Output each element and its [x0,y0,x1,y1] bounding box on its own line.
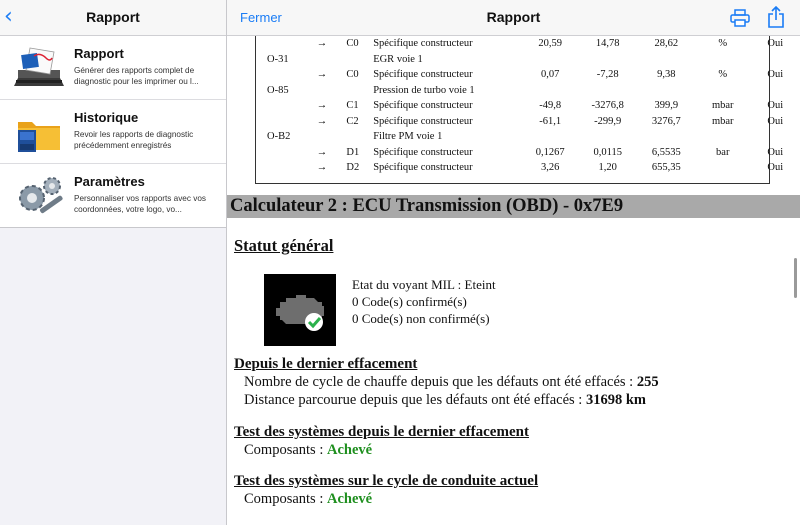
pid-cell-id [267,67,307,83]
table-row [267,114,800,130]
pid-cell-arrow [307,83,347,99]
table-row [267,83,800,99]
pid-cell-arrow: → [316,100,328,112]
pid-cell-ok: Oui [767,162,784,174]
pid-cell-ok: Oui [767,38,784,50]
scrollbar[interactable] [794,258,797,298]
pid-cell-arrow [307,52,347,68]
engine-check-icon [264,274,336,346]
pid-cell-desc: Pression de turbo voie 1 [373,84,475,96]
sidebar-header [0,0,226,36]
pid-cell-max: 9,38 [657,69,676,81]
pid-cell-ok [750,83,800,99]
pid-cell-src: D2 [346,162,360,174]
sidebar-item-desc: Revoir les rapports de diagnostic précédemment enregistrés [74,130,194,150]
pid-cell-id: O-85 [267,84,289,96]
pid-cell-max: 6,5535 [651,146,681,158]
tests-since-title: Test des systèmes depuis le dernier effacement [234,424,529,440]
table-row [267,67,800,83]
pid-cell-unit: % [718,69,728,81]
pid-cell-unit: % [718,38,728,50]
pid-cell-min: 0,0115 [593,146,622,158]
pid-cell-id [267,36,307,52]
report-pane [227,0,800,525]
pid-cell-src: C0 [346,69,359,81]
distance-line [244,392,646,409]
pid-cell-arrow: → [316,115,328,127]
pid-cell-desc: Spécifique constructeur [373,115,473,127]
mil-status [352,276,496,327]
pid-cell-unit [695,129,750,145]
pid-cell-min: -7,28 [596,69,619,81]
share-icon[interactable] [767,6,785,28]
sidebar [0,0,227,525]
pid-cell-val: 20,59 [538,38,562,50]
pid-cell-ok: Oui [767,146,784,158]
table-row [267,145,800,161]
pid-cell-val: -61,1 [539,115,562,127]
pid-cell-desc: Filtre PM voie 1 [373,131,443,143]
pid-cell-ok [750,52,800,68]
pid-cell-max: 655,35 [651,162,681,174]
mil-line: 0 Code(s) confirmé(s) [352,294,467,309]
sidebar-item-title: Rapport [74,46,124,61]
tests-cycle-title: Test des systèmes sur le cycle de conduite actuel [234,473,539,489]
pid-cell-id [267,98,307,114]
pid-cell-unit: bar [716,146,730,158]
sidebar-item-desc: Personnaliser vos rapports avec vos coordonnées, votre logo, vo... [74,194,206,214]
pid-cell-val: -49,8 [539,100,562,112]
pid-cell-unit: mbar [711,115,734,127]
pid-cell-unit [695,52,750,68]
pid-cell-ok: Oui [767,100,784,112]
since-clear-title: Depuis le dernier effacement [234,356,418,372]
pid-cell-arrow: → [316,38,328,50]
distance-label: Distance parcourue depuis que les défauts ont été effacés : [244,392,586,408]
table-row [267,36,800,52]
pid-cell-arrow: → [316,146,328,158]
components-label: Composants : [244,491,327,507]
sidebar-title: Rapport [86,9,140,25]
sidebar-menu [0,36,226,228]
pid-cell-unit: mbar [711,100,734,112]
pid-cell-max [638,83,696,99]
pid-cell-src: D1 [346,146,360,158]
printer-icon[interactable] [730,9,750,27]
report-printer-icon [12,44,66,92]
warmup-value: 255 [636,374,659,390]
pid-cell-arrow: → [316,69,328,81]
sidebar-item-parametres[interactable] [0,164,226,228]
warmup-label: Nombre de cycle de chauffe depuis que les défauts ont été effacés : [244,374,637,390]
pid-table [267,36,800,176]
pid-cell-min: 1,20 [598,162,617,174]
pid-cell-id [267,114,307,130]
components-label: Composants : [244,442,327,458]
pid-cell-src [346,129,373,145]
statut-general-title: Statut général [234,236,334,255]
pid-cell-min: -299,9 [594,115,622,127]
pid-cell-max [638,52,696,68]
pid-cell-desc: Spécifique constructeur [373,100,473,112]
pid-cell-min [578,83,638,99]
report-document[interactable] [227,36,800,525]
pid-cell-src: C0 [346,38,359,50]
pid-cell-min: -3276,8 [591,100,624,112]
page-title: Rapport [486,9,541,25]
mil-line: Etat du voyant MIL : Eteint [352,277,496,292]
gears-wrench-icon [12,172,66,220]
pid-cell-val: 3,26 [541,162,560,174]
pid-cell-val: 0,07 [541,69,560,81]
pid-cell-desc: Spécifique constructeur [373,69,473,81]
pid-cell-max: 28,62 [654,38,679,50]
pid-cell-max: 3276,7 [651,115,681,127]
pid-cell-id: O-B2 [267,131,291,143]
pid-cell-src: C2 [346,115,359,127]
ecu-banner: Calculateur 2 : ECU Transmission (OBD) - 0x7E9 [227,195,800,218]
pid-cell-val [522,83,578,99]
distance-value: 31698 km [585,392,646,408]
table-row [267,160,800,176]
pid-cell-ok: Oui [767,69,784,81]
table-row [267,98,800,114]
sidebar-item-title: Paramètres [74,174,145,189]
pid-cell-min [578,52,638,68]
pid-cell-id [267,145,307,161]
pid-cell-desc: Spécifique constructeur [373,146,473,158]
pid-cell-unit [695,160,750,176]
sidebar-item-title: Historique [74,110,139,125]
warmup-line [244,374,659,391]
pid-cell-ok [750,129,800,145]
table-row [267,52,800,68]
pid-cell-desc: Spécifique constructeur [373,38,473,50]
pid-cell-max [638,129,696,145]
close-button[interactable]: Fermer [240,10,282,25]
pid-cell-src [346,52,373,68]
pid-cell-desc: Spécifique constructeur [373,162,473,174]
pid-cell-arrow: → [316,162,328,174]
tests-since-line [244,442,372,459]
pid-cell-min [578,129,638,145]
tests-cycle-line [244,491,372,508]
pid-cell-unit [695,83,750,99]
pid-cell-src [346,83,373,99]
report-header [227,0,800,36]
sidebar-item-rapport[interactable] [0,36,226,100]
pid-cell-val [522,129,578,145]
pid-cell-id: O-31 [267,53,289,65]
pid-cell-min: 14,78 [595,38,620,50]
sidebar-item-historique[interactable] [0,100,226,164]
mil-line: 0 Code(s) non confirmé(s) [352,311,490,326]
chevron-left-icon[interactable]: ‹ [4,4,13,29]
pid-cell-val [522,52,578,68]
sidebar-item-desc: Générer des rapports complet de diagnostic pour les imprimer ou l... [74,66,199,86]
pid-cell-src: C1 [346,100,359,112]
pid-cell-id [267,160,307,176]
components-status: Achevé [326,491,373,507]
table-row [267,129,800,145]
folder-sdcard-icon [12,108,66,156]
pid-cell-ok: Oui [767,115,784,127]
pid-cell-max: 399,9 [654,100,679,112]
components-status: Achevé [326,442,373,458]
pid-cell-desc: EGR voie 1 [373,53,423,65]
pid-cell-val: 0,1267 [535,146,565,158]
pid-cell-arrow [307,129,347,145]
